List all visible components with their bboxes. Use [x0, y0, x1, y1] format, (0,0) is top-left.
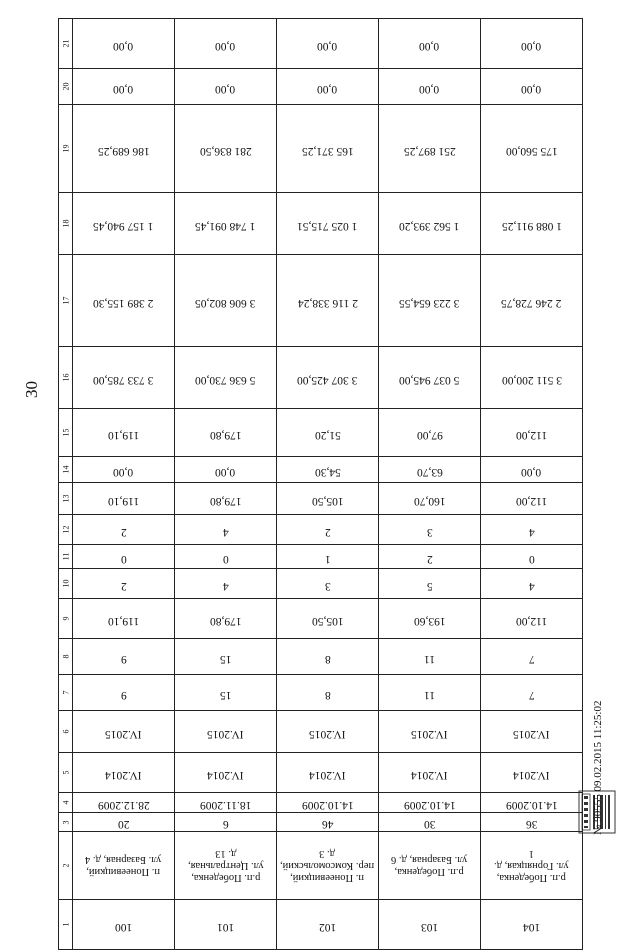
table-row: [59, 569, 583, 599]
cell-value: 119,10: [107, 494, 140, 507]
cell-value: 3 223 654,55: [399, 296, 460, 309]
cell-value: 1 562 393,20: [399, 219, 460, 232]
cell-value: 3: [324, 579, 331, 592]
cell-value: 186 689,25: [97, 144, 150, 157]
cell-value: 101: [216, 920, 235, 933]
table-cell: [175, 515, 277, 545]
table-cell: [175, 832, 277, 900]
cell-value: 5: [426, 579, 433, 592]
column-number: 14: [61, 465, 70, 474]
table-cell: [73, 409, 175, 457]
table-cell: [73, 193, 175, 255]
cell-value: 0,00: [419, 82, 440, 95]
cell-value: 11: [423, 652, 436, 665]
table-cell: [277, 675, 379, 711]
table-cell: [73, 105, 175, 193]
column-number: 4: [61, 800, 70, 805]
table-cell: [277, 193, 379, 255]
cell-value: 46: [321, 818, 334, 830]
cell-value: 0: [528, 552, 535, 565]
table-cell: [379, 483, 481, 515]
table-cell: [73, 639, 175, 675]
cell-value: п. Понеевицкий, ул. Базарная, д. 4: [85, 854, 162, 877]
table-cell: [175, 19, 277, 69]
cell-value: IV.2014: [513, 768, 550, 781]
cell-value: 179,80: [209, 614, 242, 627]
cell-value: 165 371,25: [301, 144, 354, 157]
table-cell: [73, 711, 175, 753]
table-row: [59, 832, 583, 900]
column-number: 1: [61, 922, 70, 927]
cell-value: 4: [222, 579, 229, 592]
cell-value: 97,00: [416, 428, 443, 441]
column-number-cell: [59, 639, 73, 675]
table-cell: [73, 483, 175, 515]
cell-value: 30: [423, 818, 436, 830]
cell-value: 175 560,00: [505, 144, 558, 157]
table-row: [59, 69, 583, 105]
table-cell: [481, 599, 583, 639]
cell-value: 0,00: [215, 465, 236, 478]
cell-value: IV.2015: [411, 727, 448, 740]
column-number-cell: [59, 793, 73, 813]
table-cell: [175, 347, 277, 409]
table-cell: [277, 832, 379, 900]
table-cell: [277, 545, 379, 569]
table-cell: [277, 813, 379, 832]
table-cell: [175, 483, 277, 515]
cell-value: 0: [120, 552, 127, 565]
cell-value: IV.2014: [207, 768, 244, 781]
column-number: 13: [61, 494, 70, 503]
table-cell: [379, 255, 481, 347]
cell-value: 14.10.2009: [505, 798, 558, 811]
table-row: [59, 753, 583, 793]
table-cell: [481, 900, 583, 950]
table-cell: [379, 639, 481, 675]
cell-value: IV.2014: [105, 768, 142, 781]
table-cell: [379, 569, 481, 599]
column-number: 10: [61, 579, 70, 588]
cell-value: 112,00: [515, 428, 548, 441]
table-cell: [277, 255, 379, 347]
column-number: 20: [61, 82, 70, 91]
table-cell: [277, 753, 379, 793]
table-cell: [73, 753, 175, 793]
cell-value: 3 733 785,00: [93, 373, 154, 386]
column-number-cell: [59, 599, 73, 639]
column-number: 17: [61, 296, 70, 305]
cell-value: 0,00: [113, 465, 134, 478]
column-number-cell: [59, 193, 73, 255]
table-cell: [379, 813, 481, 832]
table-cell: [73, 569, 175, 599]
registration-stamp: № 90555 09.02.2015 11:25:02: [592, 700, 604, 835]
cell-value: 4: [222, 525, 229, 538]
cell-value: 2: [324, 525, 331, 538]
column-number-cell: [59, 753, 73, 793]
cell-value: 281 836,50: [199, 144, 252, 157]
table-cell: [175, 69, 277, 105]
column-number: 8: [61, 654, 70, 659]
cell-value: 3 307 425,00: [297, 373, 358, 386]
table-cell: [481, 193, 583, 255]
column-number-cell: [59, 255, 73, 347]
data-table: [58, 18, 583, 950]
table-cell: [73, 813, 175, 832]
cell-value: 0,00: [215, 82, 236, 95]
column-number: 7: [61, 690, 70, 695]
table-cell: [379, 69, 481, 105]
column-number: 6: [61, 729, 70, 734]
table-cell: [73, 457, 175, 483]
table-cell: [175, 599, 277, 639]
column-number: 15: [61, 428, 70, 437]
table-row: [59, 711, 583, 753]
table-cell: [277, 409, 379, 457]
table-cell: [481, 347, 583, 409]
table-cell: [481, 675, 583, 711]
cell-value: 3 606 802,05: [195, 296, 256, 309]
table-cell: [73, 545, 175, 569]
column-number: 21: [61, 39, 70, 48]
cell-value: 7: [528, 688, 535, 701]
table-cell: [175, 105, 277, 193]
table-cell: [73, 832, 175, 900]
table-cell: [175, 793, 277, 813]
table-cell: [73, 793, 175, 813]
cell-value: 0,00: [521, 39, 542, 52]
table-cell: [379, 347, 481, 409]
table-cell: [277, 457, 379, 483]
cell-value: 0,00: [317, 82, 338, 95]
cell-value: 105,50: [311, 494, 344, 507]
cell-value: 4: [528, 579, 535, 592]
table-cell: [277, 711, 379, 753]
cell-value: IV.2015: [207, 727, 244, 740]
table-cell: [481, 832, 583, 900]
table-row: [59, 347, 583, 409]
cell-value: 18.11.2009: [199, 798, 252, 811]
column-number: 3: [61, 820, 70, 824]
cell-value: п. Понеевицкий, пер. Комсомольский, д. 3: [280, 848, 375, 883]
cell-value: 9: [120, 652, 127, 665]
cell-value: 8: [324, 652, 331, 665]
table-cell: [379, 193, 481, 255]
cell-value: 112,00: [515, 614, 548, 627]
table-row: [59, 900, 583, 950]
column-number-cell: [59, 409, 73, 457]
column-number-cell: [59, 545, 73, 569]
column-number-cell: [59, 711, 73, 753]
table-cell: [277, 347, 379, 409]
cell-value: 54,30: [314, 465, 341, 478]
column-number-cell: [59, 483, 73, 515]
cell-value: 7: [528, 652, 535, 665]
cell-value: 251 897,25: [403, 144, 456, 157]
cell-value: р.п. Победенка, ул. Базарная, д. 6: [391, 854, 468, 877]
table-cell: [175, 409, 277, 457]
cell-value: 2 389 155,30: [93, 296, 154, 309]
column-number: 16: [61, 373, 70, 382]
column-number-cell: [59, 569, 73, 599]
table-cell: [277, 19, 379, 69]
table-cell: [481, 105, 583, 193]
table-cell: [175, 545, 277, 569]
cell-value: 0: [222, 552, 229, 565]
table-cell: [73, 599, 175, 639]
table-cell: [277, 900, 379, 950]
table-cell: [481, 409, 583, 457]
table-cell: [175, 675, 277, 711]
table-cell: [277, 599, 379, 639]
column-number-cell: [59, 69, 73, 105]
cell-value: 14.10.2009: [403, 798, 456, 811]
table-cell: [277, 483, 379, 515]
table-cell: [481, 457, 583, 483]
table-cell: [73, 255, 175, 347]
column-number: 5: [61, 770, 70, 775]
table-cell: [379, 711, 481, 753]
table-cell: [379, 900, 481, 950]
cell-value: 15: [219, 652, 232, 665]
cell-value: 0,00: [317, 39, 338, 52]
cell-value: 63,70: [416, 465, 443, 478]
table-cell: [175, 711, 277, 753]
column-number-cell: [59, 832, 73, 900]
table-cell: [379, 753, 481, 793]
table-row: [59, 457, 583, 483]
table-row: [59, 515, 583, 545]
table-row: [59, 193, 583, 255]
table-cell: [481, 569, 583, 599]
table-cell: [379, 832, 481, 900]
column-number-cell: [59, 105, 73, 193]
cell-value: 103: [420, 920, 439, 933]
table-cell: [379, 515, 481, 545]
cell-value: 8: [324, 688, 331, 701]
cell-value: 51,20: [314, 428, 341, 441]
table-row: [59, 639, 583, 675]
cell-value: 15: [219, 688, 232, 701]
table-cell: [481, 545, 583, 569]
table-row: [59, 675, 583, 711]
cell-value: 0,00: [521, 82, 542, 95]
table-row: [59, 483, 583, 515]
column-number-cell: [59, 19, 73, 69]
table-cell: [379, 793, 481, 813]
table-cell: [277, 793, 379, 813]
table-cell: [277, 569, 379, 599]
table-row: [59, 793, 583, 813]
cell-value: 0,00: [419, 39, 440, 52]
table-cell: [277, 515, 379, 545]
cell-value: 119,10: [107, 428, 140, 441]
column-number-cell: [59, 347, 73, 409]
table-cell: [481, 793, 583, 813]
table-cell: [379, 105, 481, 193]
cell-value: 2 246 728,75: [501, 296, 562, 309]
cell-value: 1: [324, 552, 331, 565]
column-number-cell: [59, 457, 73, 483]
cell-value: 105,50: [311, 614, 344, 627]
cell-value: IV.2015: [309, 727, 346, 740]
table-cell: [73, 515, 175, 545]
table-cell: [175, 639, 277, 675]
cell-value: 119,10: [107, 614, 140, 627]
cell-value: 0,00: [113, 39, 134, 52]
table-cell: [175, 900, 277, 950]
cell-value: 3 511 200,00: [501, 373, 562, 386]
cell-value: 4: [528, 525, 535, 538]
table-cell: [481, 753, 583, 793]
table-cell: [481, 813, 583, 832]
table-cell: [481, 515, 583, 545]
table-cell: [73, 347, 175, 409]
table-cell: [175, 193, 277, 255]
cell-value: 36: [525, 818, 538, 830]
cell-value: IV.2015: [513, 727, 550, 740]
table-cell: [175, 569, 277, 599]
cell-value: 20: [117, 818, 130, 830]
column-number-cell: [59, 515, 73, 545]
column-number: 18: [61, 219, 70, 228]
cell-value: 100: [114, 920, 133, 933]
column-number: 2: [61, 863, 70, 868]
table-row: [59, 19, 583, 69]
cell-value: 104: [522, 920, 541, 933]
table-row: [59, 105, 583, 193]
cell-value: 179,80: [209, 428, 242, 441]
cell-value: 1 157 940,45: [93, 219, 154, 232]
table-cell: [277, 69, 379, 105]
column-number: 19: [61, 144, 70, 153]
column-number-cell: [59, 900, 73, 950]
table-cell: [481, 255, 583, 347]
cell-value: 0,00: [521, 465, 542, 478]
table-cell: [73, 19, 175, 69]
table-cell: [379, 19, 481, 69]
table-cell: [481, 483, 583, 515]
table-cell: [379, 409, 481, 457]
table-row: [59, 599, 583, 639]
table-cell: [379, 545, 481, 569]
table-cell: [277, 639, 379, 675]
table-cell: [277, 105, 379, 193]
table-cell: [175, 813, 277, 832]
cell-value: 5 037 945,00: [399, 373, 460, 386]
table-cell: [73, 69, 175, 105]
table-cell: [73, 900, 175, 950]
cell-value: 112,00: [515, 494, 548, 507]
cell-value: 2 116 338,24: [297, 296, 358, 309]
cell-value: IV.2015: [105, 727, 142, 740]
table-cell: [481, 19, 583, 69]
cell-value: 5 636 730,00: [195, 373, 256, 386]
table-cell: [379, 457, 481, 483]
table-cell: [73, 675, 175, 711]
cell-value: 193,60: [413, 614, 446, 627]
table-cell: [481, 711, 583, 753]
cell-value: 0,00: [215, 39, 236, 52]
cell-value: р.п. Победенка, ул. Центральная, д. 13: [187, 848, 264, 883]
cell-value: 2: [120, 525, 127, 538]
table-row: [59, 255, 583, 347]
cell-value: IV.2014: [411, 768, 448, 781]
column-number: 9: [61, 616, 70, 621]
table-cell: [175, 753, 277, 793]
cell-value: 28.12.2009: [97, 798, 150, 811]
cell-value: 2: [426, 552, 433, 565]
cell-value: 0,00: [113, 82, 134, 95]
column-number-cell: [59, 675, 73, 711]
cell-value: 160,70: [413, 494, 446, 507]
table-row: [59, 813, 583, 832]
cell-value: 179,80: [209, 494, 242, 507]
cell-value: 14.10.2009: [301, 798, 354, 811]
cell-value: 1 025 715,51: [297, 219, 358, 232]
column-number-cell: [59, 813, 73, 832]
table-row: [59, 409, 583, 457]
cell-value: IV.2014: [309, 768, 346, 781]
cell-value: 11: [423, 688, 436, 701]
table-cell: [481, 69, 583, 105]
cell-value: 1 748 091,45: [195, 219, 256, 232]
table-cell: [175, 457, 277, 483]
table-cell: [379, 599, 481, 639]
cell-value: 102: [318, 920, 337, 933]
column-number: 11: [60, 552, 70, 561]
column-number: 12: [61, 525, 70, 534]
table-row: [59, 545, 583, 569]
cell-value: 6: [222, 818, 229, 830]
cell-value: 1 088 911,25: [501, 219, 562, 232]
table-cell: [379, 675, 481, 711]
table-cell: [481, 639, 583, 675]
cell-value: 9: [120, 688, 127, 701]
cell-value: 2: [120, 579, 127, 592]
cell-value: р.п. Победенка, ул. Горняцкая, д. 1: [494, 848, 569, 883]
table-cell: [175, 255, 277, 347]
page-number: 30: [22, 381, 41, 398]
cell-value: 3: [426, 525, 433, 538]
